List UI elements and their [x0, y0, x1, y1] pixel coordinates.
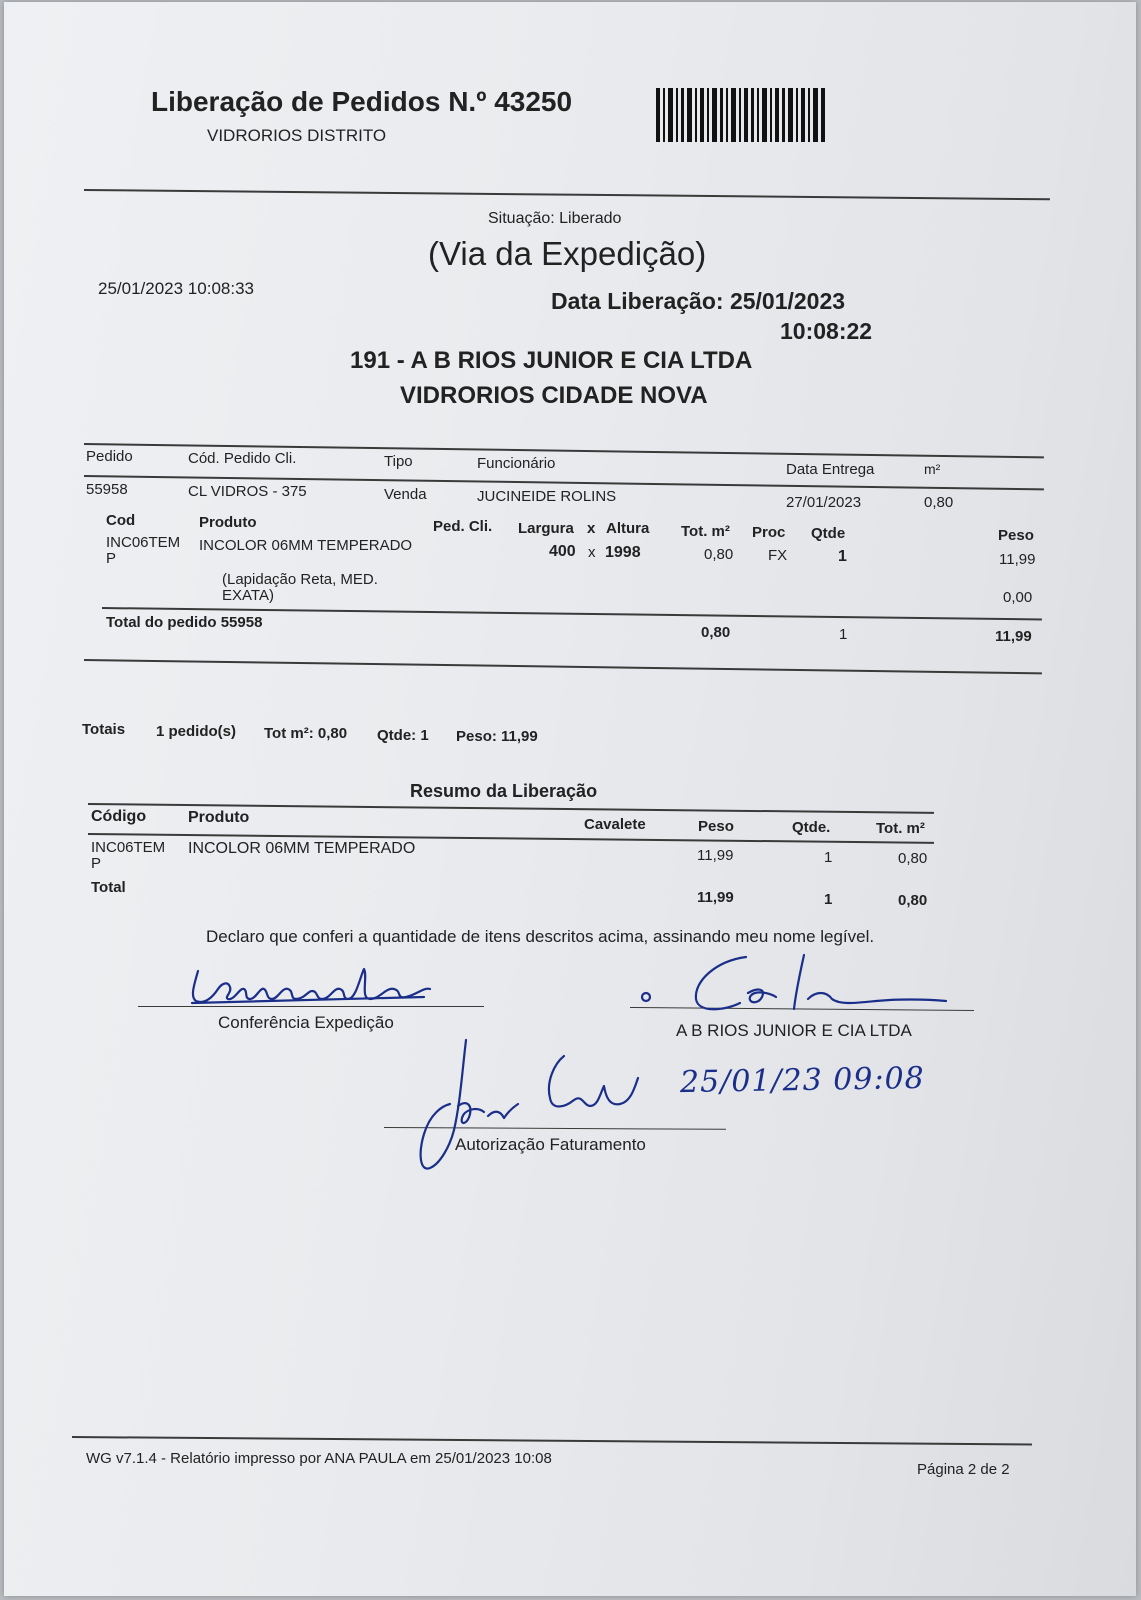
summary-header-produto: Produto: [188, 809, 250, 826]
item-header-largura: Largura: [518, 520, 574, 537]
summary-header-qtde: Qtde.: [792, 819, 831, 836]
summary-header-tot-m2: Tot. m²: [876, 820, 925, 837]
status-text: Situação: Liberado: [488, 210, 622, 227]
printed-datetime: 25/01/2023 10:08:33: [98, 279, 254, 298]
item-header-qtde: Qtde: [811, 525, 846, 542]
summary-produto: INCOLOR 06MM TEMPERADO: [188, 840, 416, 857]
summary-total-qtde: 1: [824, 891, 833, 908]
item-peso: 11,99: [999, 551, 1036, 568]
totals-label: Totais: [82, 721, 126, 738]
footer-divider: [72, 1436, 1032, 1445]
header-m2: m²: [924, 461, 941, 477]
item-process-line2: EXATA): [222, 587, 274, 604]
document-page: [4, 2, 1136, 1596]
item-proc: FX: [768, 547, 788, 564]
order-bottom-line: [84, 659, 1042, 674]
barcode-icon: [656, 88, 828, 142]
summary-qtde: 1: [824, 849, 833, 866]
summary-cod-line1: INC06TEM: [91, 839, 166, 856]
declaration-text: Declaro que conferi a quantidade de itens descritos acima, assinando meu nome legível.: [206, 927, 875, 946]
autorizacao-label: Autorização Faturamento: [455, 1135, 646, 1154]
page-number: Página 2 de 2: [917, 1461, 1010, 1478]
item-header-produto: Produto: [199, 514, 257, 531]
item-header-cod: Cod: [106, 512, 136, 529]
autorizacao-signature: [414, 1034, 644, 1174]
item-tot-m2: 0,80: [704, 546, 734, 563]
totals-m2: Tot m²: 0,80: [264, 725, 348, 742]
item-header-ped-cli: Ped. Cli.: [433, 518, 493, 535]
header-tipo: Tipo: [384, 453, 413, 470]
client-name: 191 - A B RIOS JUNIOR E CIA LTDA: [350, 347, 753, 374]
summary-title: Resumo da Liberação: [410, 781, 598, 801]
item-header-peso: Peso: [998, 527, 1034, 544]
handwritten-date: 25/01/23 09:08: [679, 1060, 926, 1101]
item-produto: INCOLOR 06MM TEMPERADO: [199, 537, 413, 554]
summary-peso: 11,99: [697, 847, 734, 864]
order-m2: 0,80: [924, 494, 954, 511]
item-header-tot-m2: Tot. m²: [681, 523, 730, 540]
item-largura: 400: [549, 543, 576, 560]
conferencia-label: Conferência Expedição: [218, 1013, 394, 1032]
order-total-qtde: 1: [839, 626, 848, 643]
release-date: Data Liberação: 25/01/2023: [551, 288, 846, 314]
document-title: Liberação de Pedidos N.º 43250: [151, 86, 573, 117]
summary-total-label: Total: [91, 879, 126, 896]
client-signature: [636, 947, 956, 1022]
item-x: x: [588, 544, 596, 561]
release-time: 10:08:22: [780, 318, 873, 344]
item-qtde: 1: [838, 548, 847, 565]
totals-pedidos: 1 pedido(s): [156, 723, 237, 740]
item-process-line1: (Lapidação Reta, MED.: [222, 571, 378, 588]
summary-header-codigo: Código: [91, 808, 147, 825]
item-header-proc: Proc: [752, 524, 786, 541]
summary-cod-line2: P: [91, 855, 102, 872]
item-cod-line1: INC06TEM: [106, 534, 181, 551]
footer-printed-by: WG v7.1.4 - Relatório impresso por ANA PAULA em 25/01/2023 10:08: [86, 1450, 552, 1467]
header-cod-pedido-cli: Cód. Pedido Cli.: [188, 450, 297, 467]
order-data-entrega: 27/01/2023: [786, 494, 862, 511]
summary-header-peso: Peso: [698, 818, 734, 835]
order-total-m2: 0,80: [701, 624, 731, 641]
header-data-entrega: Data Entrega: [786, 461, 875, 478]
summary-tot-m2: 0,80: [898, 850, 928, 867]
order-cod-pedido-cli: CL VIDROS - 375: [188, 483, 307, 500]
order-total-peso: 11,99: [995, 628, 1032, 645]
summary-header-cavalete: Cavalete: [584, 816, 646, 833]
item-header-x: x: [587, 520, 596, 537]
header-funcionario: Funcionário: [477, 455, 556, 472]
item-process-peso: 0,00: [1003, 589, 1033, 606]
totals-qtde: Qtde: 1: [377, 727, 429, 744]
company-name: VIDRORIOS DISTRITO: [207, 126, 387, 145]
totals-peso: Peso: 11,99: [456, 728, 538, 745]
conferencia-signature: [184, 957, 434, 1012]
via-title: (Via da Expedição): [428, 235, 707, 272]
header-divider: [84, 189, 1050, 200]
client-signature-label: A B RIOS JUNIOR E CIA LTDA: [676, 1021, 912, 1040]
item-header-altura: Altura: [606, 520, 650, 537]
client-store: VIDRORIOS CIDADE NOVA: [400, 382, 708, 409]
order-pedido: 55958: [86, 481, 128, 498]
item-altura: 1998: [605, 544, 641, 561]
order-total-label: Total do pedido 55958: [106, 614, 263, 631]
summary-total-peso: 11,99: [697, 889, 734, 906]
summary-total-tot-m2: 0,80: [898, 892, 928, 909]
order-funcionario: JUCINEIDE ROLINS: [477, 488, 617, 505]
header-pedido: Pedido: [86, 448, 133, 465]
order-tipo: Venda: [384, 486, 427, 503]
item-cod-line2: P: [106, 550, 117, 567]
